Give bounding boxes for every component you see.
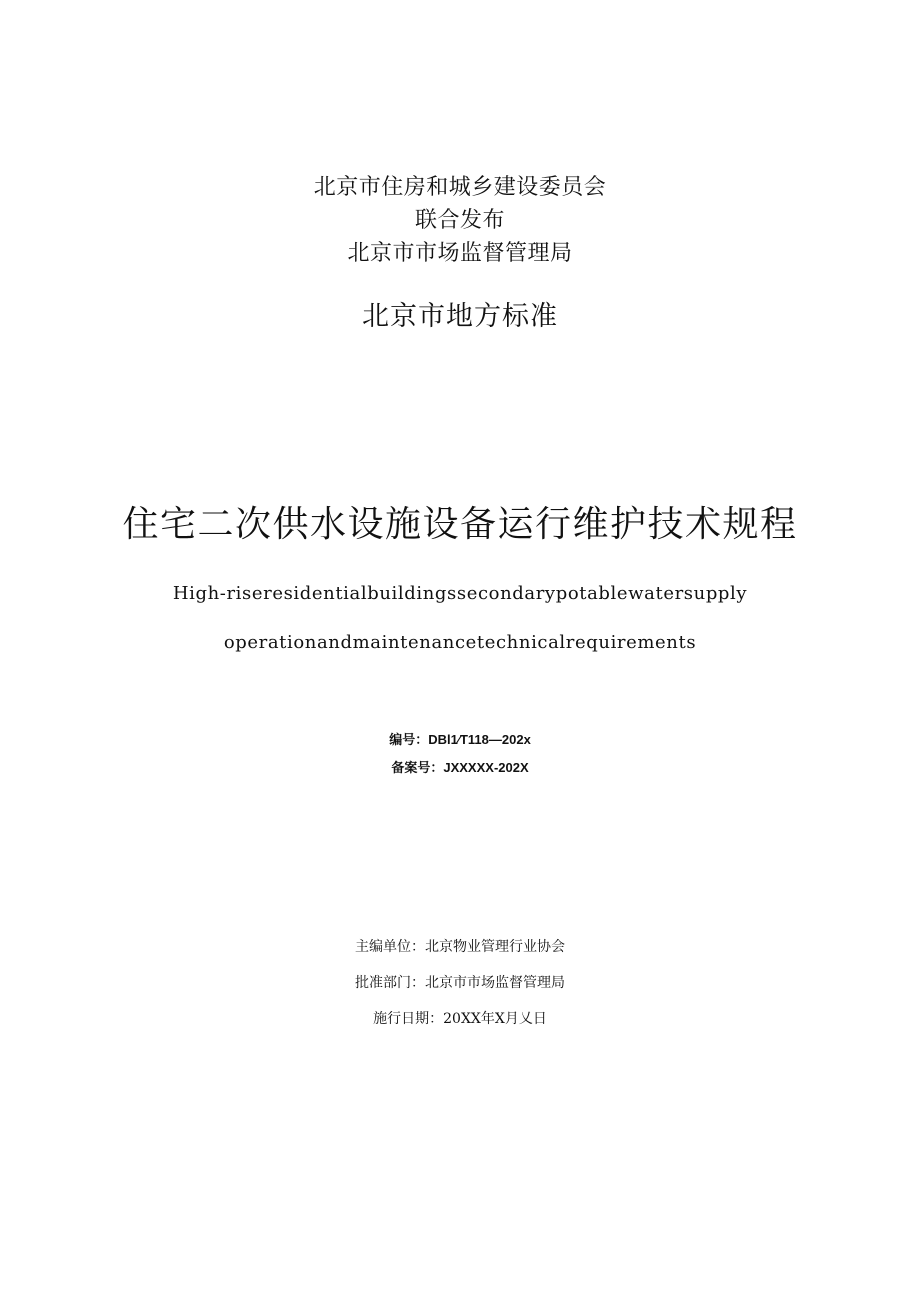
- document-title-en-line1: High-riseresidentialbuildingssecondarypotablewatersupply: [172, 583, 748, 604]
- standard-type: 北京市地方标准: [362, 301, 558, 332]
- joint-release-label: 联合发布: [414, 208, 505, 233]
- effective-date: 施行日期：20XX年X月乂日: [373, 1011, 547, 1027]
- document-title-cn: 住宅二次供水设施设备运行维护技术规程: [122, 504, 798, 545]
- editor-unit: 主编单位：北京物业管理行业协会: [355, 939, 565, 955]
- issuer-market-regulation: 北京市市场监督管理局: [347, 241, 573, 266]
- standard-number: 编号：DBl1⁄T118—202x: [389, 732, 531, 747]
- document-title-en-line2: operationandmaintenancetechnicalrequirements: [223, 632, 697, 653]
- record-number: 备案号：JXXXXX-202X: [391, 760, 529, 775]
- approval-department: 批准部门：北京市市场监督管理局: [355, 975, 565, 991]
- issuer-housing-commission: 北京市住房和城乡建设委员会: [313, 175, 607, 200]
